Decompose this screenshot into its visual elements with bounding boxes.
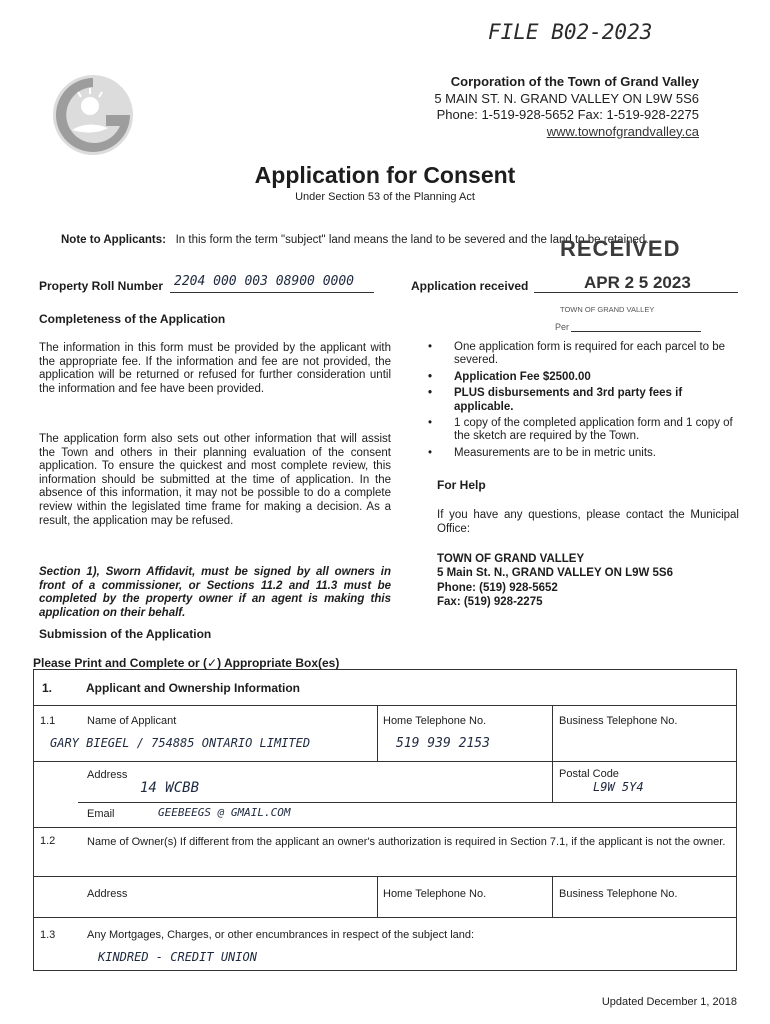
footer-updated-date: Updated December 1, 2018 <box>601 996 737 1008</box>
owner-business-telephone-label: Business Telephone No. <box>559 888 678 900</box>
affidavit-paragraph: Section 1), Sworn Affidavit, must be signed by all owners in front of a commissioner, or Sections 11.2 and 11.3 must be completed by the property owner if an agent is making this application on their behalf. <box>39 566 391 619</box>
received-stamp: RECEIVED <box>560 236 681 261</box>
note-label: Note to Applicants: <box>61 234 166 246</box>
mortgage-label: Any Mortgages, Charges, or other encumbrances in respect of the subject land: <box>87 929 475 941</box>
list-item: • Measurements are to be in metric units. <box>428 446 656 459</box>
row-divider <box>78 802 737 803</box>
email-field[interactable]: GEEBEEGS @ GMAIL.COM <box>158 806 291 819</box>
list-item: • Application Fee $2500.00 <box>428 370 591 383</box>
application-received-label: Application received <box>411 279 529 293</box>
roll-number-label: Property Roll Number <box>39 279 164 293</box>
col-divider <box>552 876 553 917</box>
home-telephone-field[interactable]: 519 939 2153 <box>396 736 490 751</box>
help-text: If you have any questions, please contact the Municipal Office: <box>437 509 739 535</box>
owner-home-telephone-label: Home Telephone No. <box>383 888 487 900</box>
completeness-paragraph-2: The application form also sets out other information that will assist the Town and others in their planning evaluation of the consent application. To ensure the quickest and most complete review, this information should be submitted at the time of application. In the absence of this information, it may not be possible to do a complete review within the legislated time frame for making a decision. As a result, the application may be refused. <box>39 433 391 527</box>
help-heading: For Help <box>437 478 486 492</box>
row-divider <box>33 761 737 762</box>
applicant-name-field[interactable]: GARY BIEGEL / 754885 ONTARIO LIMITED <box>50 736 311 750</box>
file-number: FILE B02-2023 <box>488 20 653 44</box>
postal-code-field[interactable]: L9W 5Y4 <box>593 780 644 794</box>
requirements-list <box>428 341 740 463</box>
email-label: Email <box>87 808 115 820</box>
address-label: Address <box>87 769 128 781</box>
contact-name: TOWN OF GRAND VALLEY <box>437 553 585 565</box>
received-town-stamp: TOWN OF GRAND VALLEY <box>560 305 655 314</box>
row-divider <box>33 705 737 706</box>
mortgage-field[interactable]: KINDRED - CREDIT UNION <box>98 950 257 964</box>
postal-code-label: Postal Code <box>559 768 619 780</box>
contact-block <box>437 552 673 610</box>
section-number: 1. <box>42 681 53 695</box>
applicant-name-label: Name of Applicant <box>87 715 177 727</box>
completeness-paragraph-1: The information in this form must be provided by the applicant with the appropriate fee. If the information and fee are not provided, the application will be returned or refused for further consideration until the information and fee have been provided. <box>39 342 391 395</box>
roll-number-value[interactable]: 2204 000 003 08900 0000 <box>174 274 355 289</box>
contact-phone: Phone: (519) 928-5652 <box>437 581 558 594</box>
town-logo <box>48 70 138 160</box>
subsection-number: 1.1 <box>40 715 56 727</box>
col-divider <box>552 705 553 802</box>
col-divider <box>377 876 378 917</box>
print-instruction: Please Print and Complete or (✓) Appropriate Box(es) <box>33 656 340 670</box>
address-field[interactable]: 14 WCBB <box>140 780 200 796</box>
list-item: • 1 copy of the completed application form and 1 copy of the sketch are required by the Town. <box>428 417 733 443</box>
note-text: In this form the term "subject" land means the land to be severed and the land to be retained. <box>175 234 649 246</box>
col-divider <box>377 705 378 761</box>
organization-header <box>434 74 699 140</box>
row-divider <box>33 917 737 918</box>
row-divider <box>33 827 737 828</box>
roll-number-line <box>170 292 374 293</box>
owner-address-label: Address <box>87 888 128 900</box>
received-date-stamp: APR 2 5 2023 <box>584 273 691 292</box>
business-telephone-label: Business Telephone No. <box>559 715 678 727</box>
list-item: • One application form is required for each parcel to be severed. <box>428 341 726 367</box>
contact-fax: Fax: (519) 928-2275 <box>437 596 543 609</box>
page-title: Application for Consent <box>254 162 516 188</box>
org-phone-fax: Phone: 1-519-928-5652 Fax: 1-519-928-2275 <box>436 107 699 122</box>
home-telephone-label: Home Telephone No. <box>383 715 487 727</box>
org-address: 5 MAIN ST. N. GRAND VALLEY ON L9W 5S6 <box>434 90 699 106</box>
received-per: Per <box>555 322 570 332</box>
submission-heading: Submission of the Application <box>39 627 212 641</box>
list-item: • PLUS disbursements and 3rd party fees if applicable. <box>428 387 683 413</box>
section-title: Applicant and Ownership Information <box>86 681 301 695</box>
page-subtitle: Under Section 53 of the Planning Act <box>295 191 475 203</box>
subsection-number: 1.3 <box>40 929 56 941</box>
completeness-heading: Completeness of the Application <box>39 312 226 326</box>
subsection-number: 1.2 <box>40 835 56 847</box>
org-website[interactable]: www.townofgrandvalley.ca <box>546 123 699 139</box>
row-divider <box>33 876 737 877</box>
owner-name-label: Name of Owner(s) If different from the applicant an owner's authorization is required in Section 7.1, if the applicant is not the owner. <box>87 836 726 848</box>
contact-address: 5 Main St. N., GRAND VALLEY ON L9W 5S6 <box>437 567 673 580</box>
per-line <box>571 331 701 332</box>
org-name: Corporation of the Town of Grand Valley <box>450 74 699 89</box>
